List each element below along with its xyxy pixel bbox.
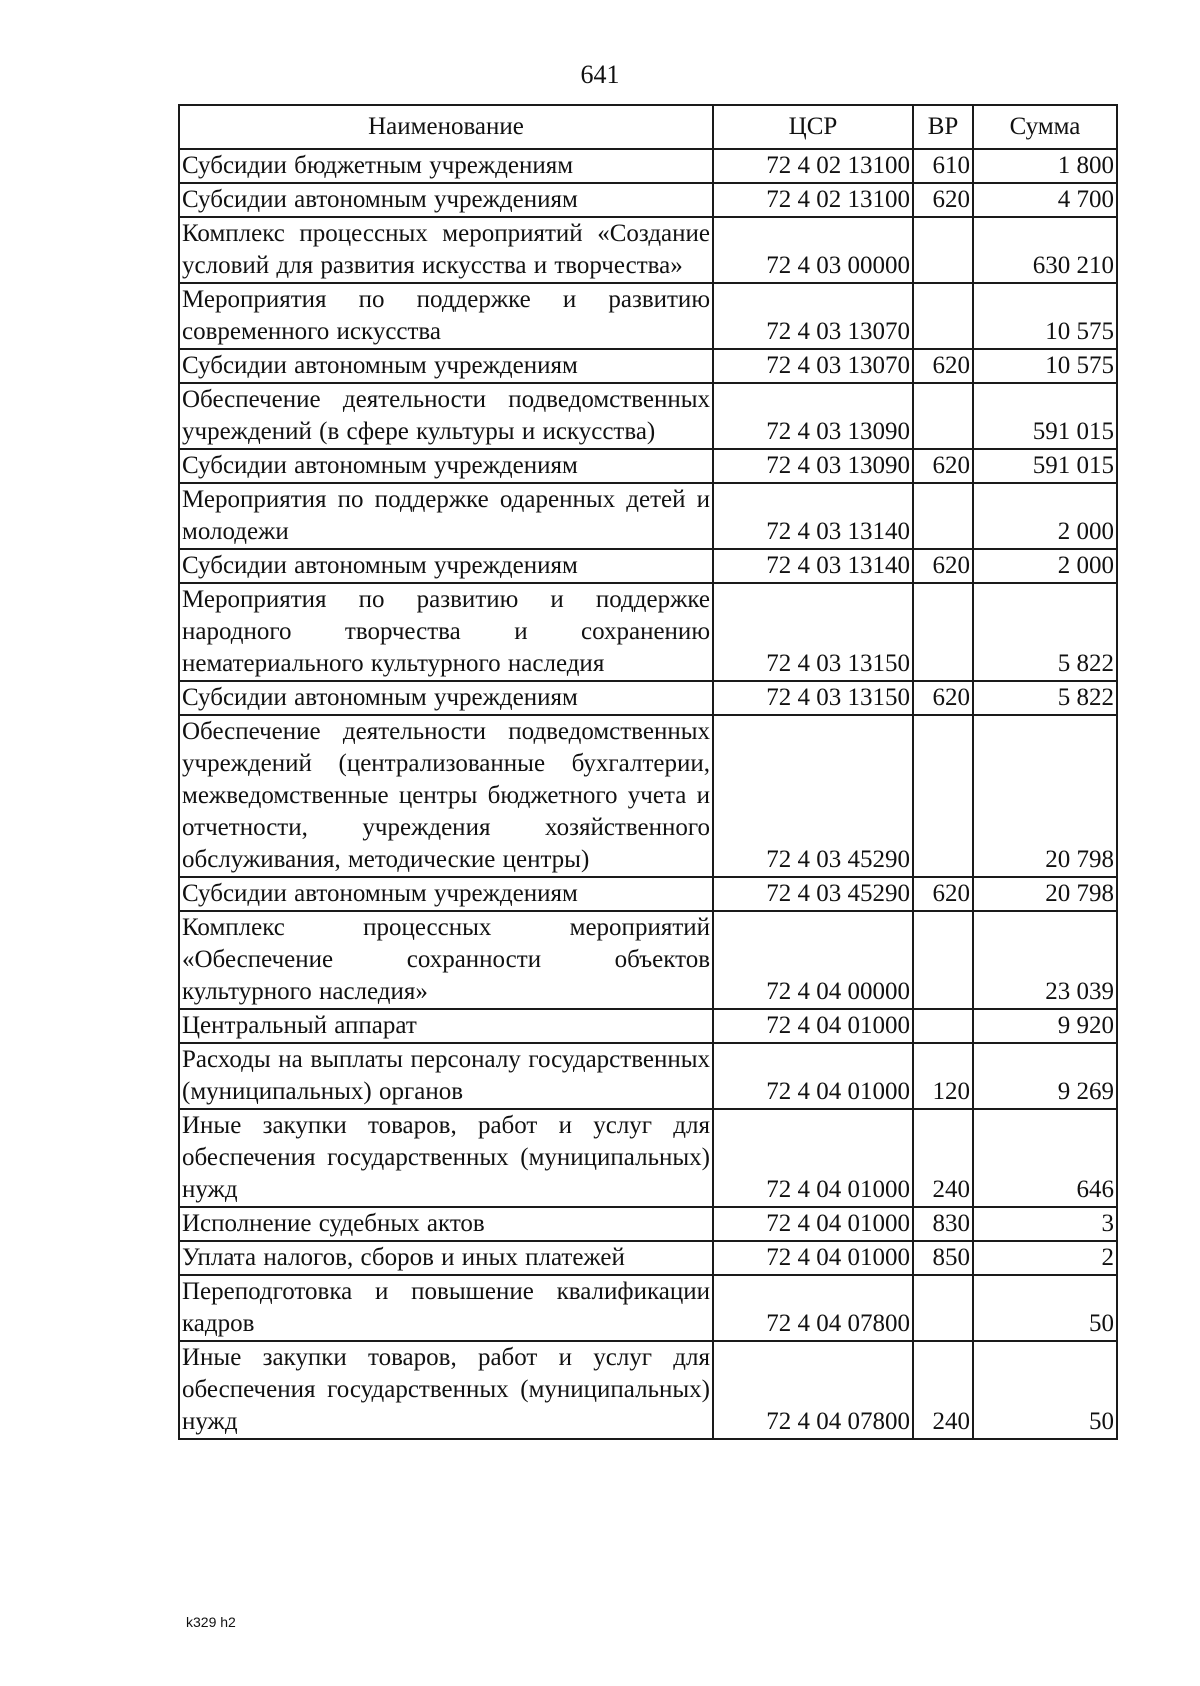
row-name: Комплекс процессных мероприятий «Обеспечение сохранности объектов культурного наследия»	[179, 911, 713, 1009]
table-row	[179, 1275, 1117, 1341]
table-row	[179, 549, 1117, 583]
row-name: Обеспечение деятельности подведомственных учреждений (централизованные бухгалтерии, межведомственные центры бюджетного учета и отчетности, учреждения хозяйственного обслуживания, методические центры)	[179, 715, 713, 877]
row-sum: 20 798	[973, 877, 1117, 911]
row-sum: 591 015	[973, 383, 1117, 449]
row-name: Мероприятия по развитию и поддержке народного творчества и сохранению нематериального культурного наследия	[179, 583, 713, 681]
row-sum: 50	[973, 1341, 1117, 1439]
row-name: Мероприятия по поддержке и развитию современного искусства	[179, 283, 713, 349]
row-vr	[913, 715, 973, 877]
row-sum: 2 000	[973, 549, 1117, 583]
row-vr	[913, 911, 973, 1009]
row-csr: 72 4 03 00000	[713, 217, 913, 283]
header-sum: Сумма	[973, 105, 1117, 149]
row-csr: 72 4 03 45290	[713, 877, 913, 911]
row-csr: 72 4 03 13140	[713, 483, 913, 549]
page-number: 641	[580, 60, 620, 89]
budget-table	[178, 104, 1118, 1440]
row-sum: 3	[973, 1207, 1117, 1241]
row-vr	[913, 483, 973, 549]
table-row	[179, 877, 1117, 911]
row-vr: 620	[913, 449, 973, 483]
row-name: Субсидии бюджетным учреждениям	[179, 149, 713, 183]
table-row	[179, 1043, 1117, 1109]
table-row	[179, 583, 1117, 681]
row-csr: 72 4 04 00000	[713, 911, 913, 1009]
row-name: Иные закупки товаров, работ и услуг для обеспечения государственных (муниципальных) нужд	[179, 1341, 713, 1439]
row-name: Субсидии автономным учреждениям	[179, 681, 713, 715]
header-vr: ВР	[913, 105, 973, 149]
row-csr: 72 4 02 13100	[713, 183, 913, 217]
row-vr: 240	[913, 1109, 973, 1207]
table-row	[179, 217, 1117, 283]
header-csr: ЦСР	[713, 105, 913, 149]
table-row	[179, 1009, 1117, 1043]
table-header-row	[179, 105, 1117, 149]
row-csr: 72 4 03 13070	[713, 349, 913, 383]
row-vr: 620	[913, 349, 973, 383]
row-csr: 72 4 04 01000	[713, 1043, 913, 1109]
row-sum: 10 575	[973, 283, 1117, 349]
row-name: Расходы на выплаты персоналу государственных (муниципальных) органов	[179, 1043, 713, 1109]
row-name: Уплата налогов, сборов и иных платежей	[179, 1241, 713, 1275]
row-csr: 72 4 04 01000	[713, 1241, 913, 1275]
row-sum: 2 000	[973, 483, 1117, 549]
table-row	[179, 349, 1117, 383]
table-row	[179, 449, 1117, 483]
row-name: Центральный аппарат	[179, 1009, 713, 1043]
row-vr	[913, 583, 973, 681]
row-vr: 620	[913, 877, 973, 911]
row-vr: 620	[913, 549, 973, 583]
table-body	[179, 149, 1117, 1439]
row-name: Субсидии автономным учреждениям	[179, 877, 713, 911]
table-row	[179, 183, 1117, 217]
table-row	[179, 483, 1117, 549]
row-name: Субсидии автономным учреждениям	[179, 349, 713, 383]
row-vr	[913, 1009, 973, 1043]
row-vr	[913, 283, 973, 349]
row-sum: 9 920	[973, 1009, 1117, 1043]
table-row	[179, 681, 1117, 715]
row-name: Мероприятия по поддержке одаренных детей и молодежи	[179, 483, 713, 549]
table-row	[179, 1341, 1117, 1439]
row-csr: 72 4 03 13090	[713, 449, 913, 483]
row-sum: 9 269	[973, 1043, 1117, 1109]
table-row	[179, 283, 1117, 349]
row-sum: 10 575	[973, 349, 1117, 383]
row-name: Субсидии автономным учреждениям	[179, 183, 713, 217]
row-csr: 72 4 04 01000	[713, 1207, 913, 1241]
row-vr	[913, 217, 973, 283]
footer-code: k329 h2	[186, 1614, 236, 1630]
row-sum: 50	[973, 1275, 1117, 1341]
row-csr: 72 4 04 07800	[713, 1275, 913, 1341]
row-vr: 620	[913, 681, 973, 715]
row-sum: 591 015	[973, 449, 1117, 483]
row-csr: 72 4 04 01000	[713, 1109, 913, 1207]
row-name: Исполнение судебных актов	[179, 1207, 713, 1241]
table-row	[179, 1109, 1117, 1207]
row-vr	[913, 383, 973, 449]
header-name: Наименование	[179, 105, 713, 149]
row-sum: 646	[973, 1109, 1117, 1207]
row-vr: 610	[913, 149, 973, 183]
row-sum: 23 039	[973, 911, 1117, 1009]
row-sum: 5 822	[973, 583, 1117, 681]
table-row	[179, 383, 1117, 449]
row-name: Иные закупки товаров, работ и услуг для обеспечения государственных (муниципальных) нужд	[179, 1109, 713, 1207]
row-csr: 72 4 03 13090	[713, 383, 913, 449]
row-sum: 5 822	[973, 681, 1117, 715]
row-csr: 72 4 03 13140	[713, 549, 913, 583]
row-name: Субсидии автономным учреждениям	[179, 449, 713, 483]
row-vr: 830	[913, 1207, 973, 1241]
row-name: Обеспечение деятельности подведомственных учреждений (в сфере культуры и искусства)	[179, 383, 713, 449]
table-row	[179, 149, 1117, 183]
row-name: Комплекс процессных мероприятий «Создание условий для развития искусства и творчества»	[179, 217, 713, 283]
row-csr: 72 4 04 01000	[713, 1009, 913, 1043]
row-csr: 72 4 03 13150	[713, 583, 913, 681]
row-vr: 240	[913, 1341, 973, 1439]
row-csr: 72 4 02 13100	[713, 149, 913, 183]
row-sum: 2	[973, 1241, 1117, 1275]
row-csr: 72 4 03 13150	[713, 681, 913, 715]
row-csr: 72 4 03 45290	[713, 715, 913, 877]
row-vr	[913, 1275, 973, 1341]
table-row	[179, 715, 1117, 877]
row-csr: 72 4 04 07800	[713, 1341, 913, 1439]
row-vr: 120	[913, 1043, 973, 1109]
table-row	[179, 1207, 1117, 1241]
row-name: Переподготовка и повышение квалификации кадров	[179, 1275, 713, 1341]
row-name: Субсидии автономным учреждениям	[179, 549, 713, 583]
row-vr: 850	[913, 1241, 973, 1275]
row-sum: 1 800	[973, 149, 1117, 183]
row-sum: 4 700	[973, 183, 1117, 217]
row-sum: 630 210	[973, 217, 1117, 283]
row-vr: 620	[913, 183, 973, 217]
row-csr: 72 4 03 13070	[713, 283, 913, 349]
table-row	[179, 1241, 1117, 1275]
row-sum: 20 798	[973, 715, 1117, 877]
table-row	[179, 911, 1117, 1009]
